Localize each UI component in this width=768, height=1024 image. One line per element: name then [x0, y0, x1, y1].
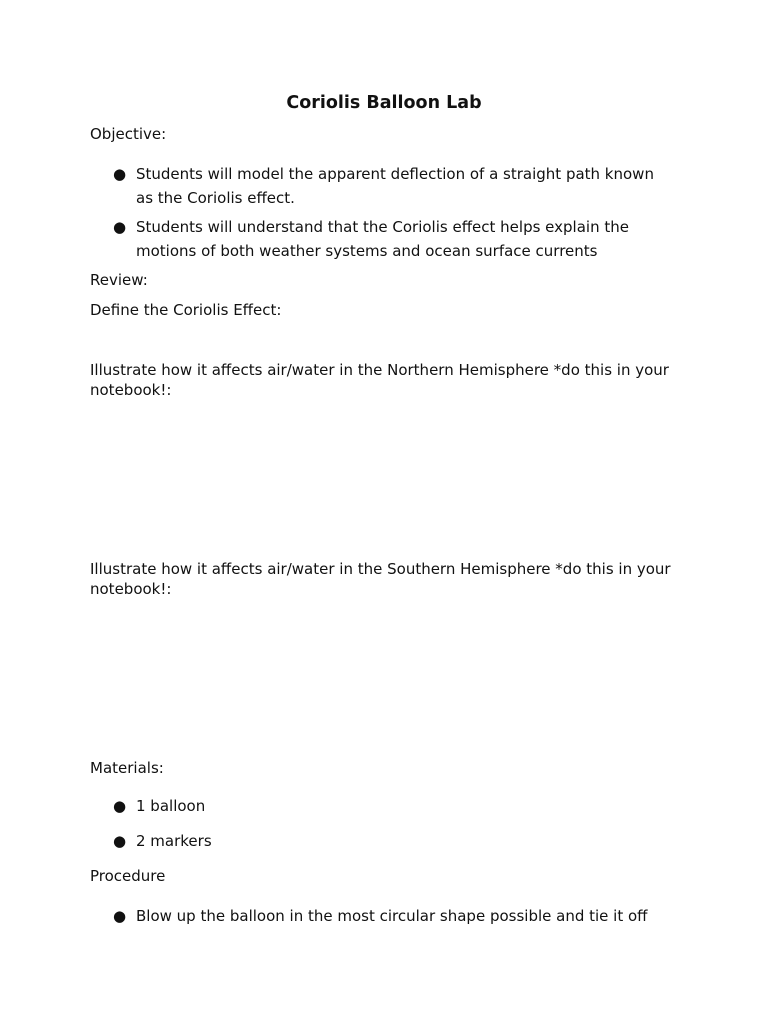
- review-label: Review:: [90, 271, 148, 289]
- illustrate-south-prompt: Illustrate how it affects air/water in the Southern Hemisphere *do this in your notebook!:: [90, 560, 671, 598]
- bullet-icon: ●: [113, 907, 127, 925]
- procedure-step: [113, 904, 673, 928]
- illustrate-north-prompt: Illustrate how it affects air/water in the Northern Hemisphere *do this in your notebook!:: [90, 361, 669, 399]
- bullet-icon: ●: [113, 797, 127, 815]
- objective-item-text: Students will understand that the Coriolis effect helps explain the motions of both weather systems and ocean surface currents: [136, 218, 629, 260]
- define-prompt: Define the Coriolis Effect:: [90, 301, 282, 319]
- materials-item: [113, 794, 673, 818]
- procedure-step-text: Blow up the balloon in the most circular shape possible and tie it off: [136, 907, 648, 925]
- materials-item-text: 1 balloon: [136, 797, 206, 815]
- objective-label: Objective:: [90, 125, 167, 143]
- objective-item-text: Students will model the apparent deflection of a straight path known as the Coriolis effect.: [136, 165, 654, 207]
- document-title: Coriolis Balloon Lab: [286, 93, 482, 113]
- materials-item-text: 2 markers: [136, 832, 212, 850]
- bullet-icon: ●: [113, 218, 127, 236]
- objective-item: [113, 215, 673, 263]
- materials-item: [113, 829, 673, 853]
- bullet-icon: ●: [113, 832, 127, 850]
- procedure-label: Procedure: [90, 867, 166, 885]
- objective-item: [113, 162, 673, 210]
- bullet-icon: ●: [113, 165, 127, 183]
- materials-label: Materials:: [90, 759, 164, 777]
